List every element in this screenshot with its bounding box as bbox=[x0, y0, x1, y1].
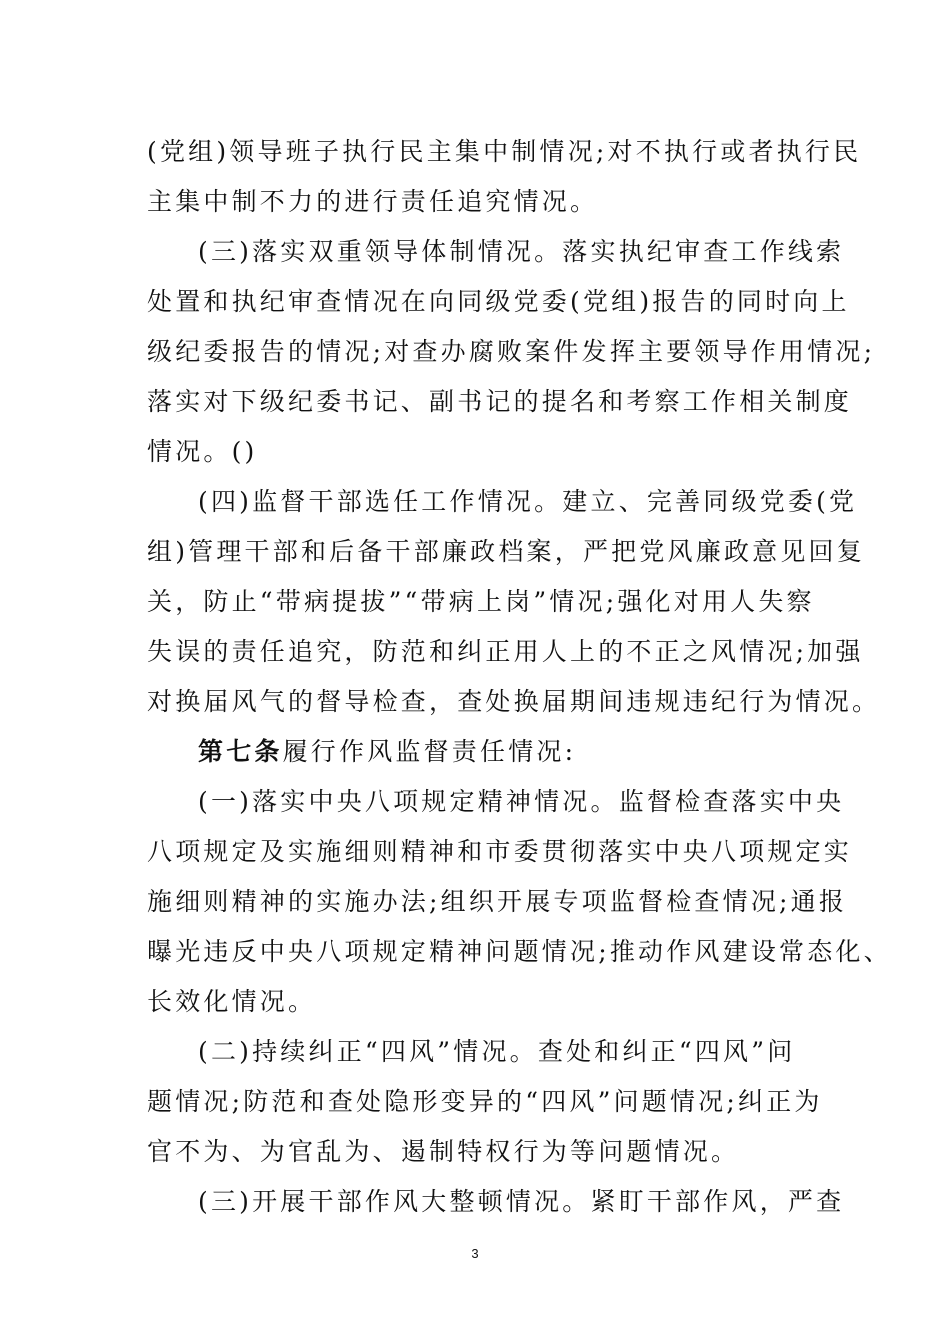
article-heading-line bbox=[198, 727, 576, 777]
text-line: (党组)领导班子执行民主集中制情况;对不执行或者执行民 bbox=[147, 137, 862, 166]
text-line: 失误的责任追究，防范和纠正用人上的不正之风情况;加强 bbox=[147, 637, 864, 666]
text-line: 关，防止“带病提拔”“带病上岗”情况;强化对用人失察 bbox=[147, 587, 815, 616]
text-line: 曝光违反中央八项规定精神问题情况;推动作风建设常态化、 bbox=[147, 937, 892, 966]
article-number: 第七条 bbox=[198, 737, 283, 766]
text-line: 题情况;防范和查处隐形变异的“四风”问题情况;纠正为 bbox=[147, 1087, 823, 1116]
text-line: 八项规定及实施细则精神和市委贯彻落实中央八项规定实 bbox=[147, 837, 853, 866]
paragraph-start-line: (四)监督干部选任工作情况。建立、完善同级党委(党 bbox=[198, 487, 858, 516]
text-line: 长效化情况。 bbox=[147, 987, 317, 1016]
article-title: 履行作风监督责任情况: bbox=[282, 737, 577, 766]
text-line: 组)管理干部和后备干部廉政档案，严把党风廉政意见回复 bbox=[147, 537, 865, 566]
paragraph-start-line: (二)持续纠正“四风”情况。查处和纠正“四风”问 bbox=[198, 1037, 796, 1066]
text-line: 主集中制不力的进行责任追究情况。 bbox=[147, 187, 599, 216]
page-number: 3 bbox=[471, 1246, 479, 1261]
text-line: 级纪委报告的情况;对查办腐败案件发挥主要领导作用情况; bbox=[147, 337, 876, 366]
text-line: 施细则精神的实施办法;组织开展专项监督检查情况;通报 bbox=[147, 887, 848, 916]
text-line: 落实对下级纪委书记、副书记的提名和考察工作相关制度 bbox=[147, 387, 853, 416]
text-line: 情况。() bbox=[147, 437, 258, 466]
paragraph-start-line: (三)落实双重领导体制情况。落实执纪审查工作线索 bbox=[198, 237, 845, 266]
text-line: 处置和执纪审查情况在向同级党委(党组)报告的同时向上 bbox=[147, 287, 850, 316]
text-line: 对换届风气的督导检查，查处换届期间违规违纪行为情况。 bbox=[147, 687, 881, 716]
text-line: 官不为、为官乱为、遏制特权行为等问题情况。 bbox=[147, 1137, 740, 1166]
paragraph-start-line: (一)落实中央八项规定精神情况。监督检查落实中央 bbox=[198, 787, 845, 816]
paragraph-start-line: (三)开展干部作风大整顿情况。紧盯干部作风，严查 bbox=[198, 1187, 845, 1216]
